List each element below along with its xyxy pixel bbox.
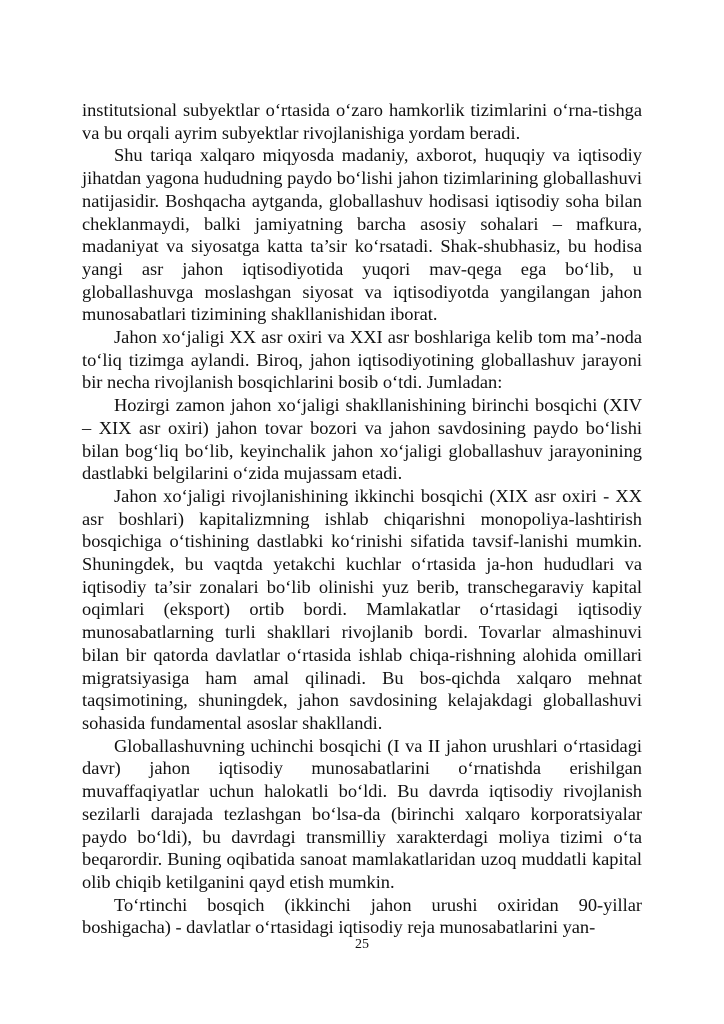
paragraph-1: institutsional subyektlar o‘rtasida o‘zaro hamkorlik tizimlarini o‘rna-tishga va bu orqali ayrim subyektlar rivojlanishiga yordam beradi. — [82, 100, 642, 143]
paragraph-4: Hozirgi zamon jahon xo‘jaligi shakllanishining birinchi bosqichi (XIV – XIX asr oxiri) jahon tovar bozori va jahon savdosining paydo bo‘lishi bilan bog‘liq bo‘lib, keyinchalik jahon xo‘jaligi globallashuv jarayonining dastlabki belgilarini o‘zida mujassam etadi. — [82, 395, 642, 484]
paragraph-2: Shu tariqa xalqaro miqyosda madaniy, axborot, huquqiy va iqtisodiy jihatdan yagona hududning paydo bo‘lishi jahon tizimlarining globallashuvi natijasidir. Boshqacha aytganda, globallashuv hodisasi iqtisodiy soha bilan cheklanmaydi, balki jamiyatning barcha asosiy sohalari – mafkura, madaniyat va siyosatga katta ta’sir ko‘rsatadi. Shak-shubhasiz, bu hodisa yangi asr jahon iqtisodiyotida yuqori mav-qega ega bo‘lib, u globallashuvga moslashgan siyosat va iqtisodiyotda yangilangan jahon munosabatlari tizimining shakllanishidan iborat. — [82, 145, 642, 325]
paragraph-7: To‘rtinchi bosqich (ikkinchi jahon urushi oxiridan 90-yillar boshigacha) - davlatlar o‘rtasidagi iqtisodiy reja munosabatlarini yan- — [82, 894, 642, 938]
paragraph-5: Jahon xo‘jaligi rivojlanishining ikkinchi bosqichi (XIX asr oxiri - XX asr boshlari) kapitalizmning ishlab chiqarishni monopoliya-lashtirish bosqichiga o‘tishining dastlabki ko‘rinishi sifatida tavsif-lanishi mumkin. Shuningdek, bu vaqtda yetakchi kuchlar o‘rtasida ja-hon hududlari va iqtisodiy ta’sir zonalari bo‘lib olinishi yuz berib, transchegaraviy kapital oqimlari (eksport) ortib bordi. Mamlakatlar o‘rtasidagi iqtisodiy munosabatlarning turli shakllari rivojlanib bordi. Tovarlar almashinuvi bilan bir qatorda davlatlar o‘rtasida ishlab chiqa-rishning alohida omillari migratsiyasiga ham amal qilinadi. Bu bos-qichda xalqaro mehnat taqsimotining, shuningdek, jahon savdosining kelajakdagi globallashuvi sohasida fundamental asoslar shakllandi. — [82, 485, 642, 733]
paragraph-3: Jahon xo‘jaligi XX asr oxiri va XXI asr boshlariga kelib tom ma’-noda to‘liq tizimga aylandi. Biroq, jahon iqtisodiyotining globallashuv jarayoni bir necha rivojlanish bosqichlarini bosib o‘tdi. Jumladan: — [82, 327, 642, 393]
paragraph-6: Globallashuvning uchinchi bosqichi (I va II jahon urushlari o‘rtasidagi davr) jahon iqtisodiy munosabatlarini o‘rnatishda erishilgan muvaffaqiyatlar uchun halokatli bo‘ldi. Bu davrda iqtisodiy rivojlanish sezilarli darajada tezlashgan bo‘lsa-da (birinchi xalqaro korporatsiyalar paydo bo‘ldi), bu davrdagi transmilliy xarakterdagi moliya tizimi o‘ta beqarordir. Buning oqibatida sanoat mamlakatlaridan uzoq muddatli kapital olib chiqib ketilganini qayd etish mumkin. — [82, 735, 642, 892]
page-body — [82, 99, 642, 939]
page-number: 25 — [355, 937, 369, 952]
